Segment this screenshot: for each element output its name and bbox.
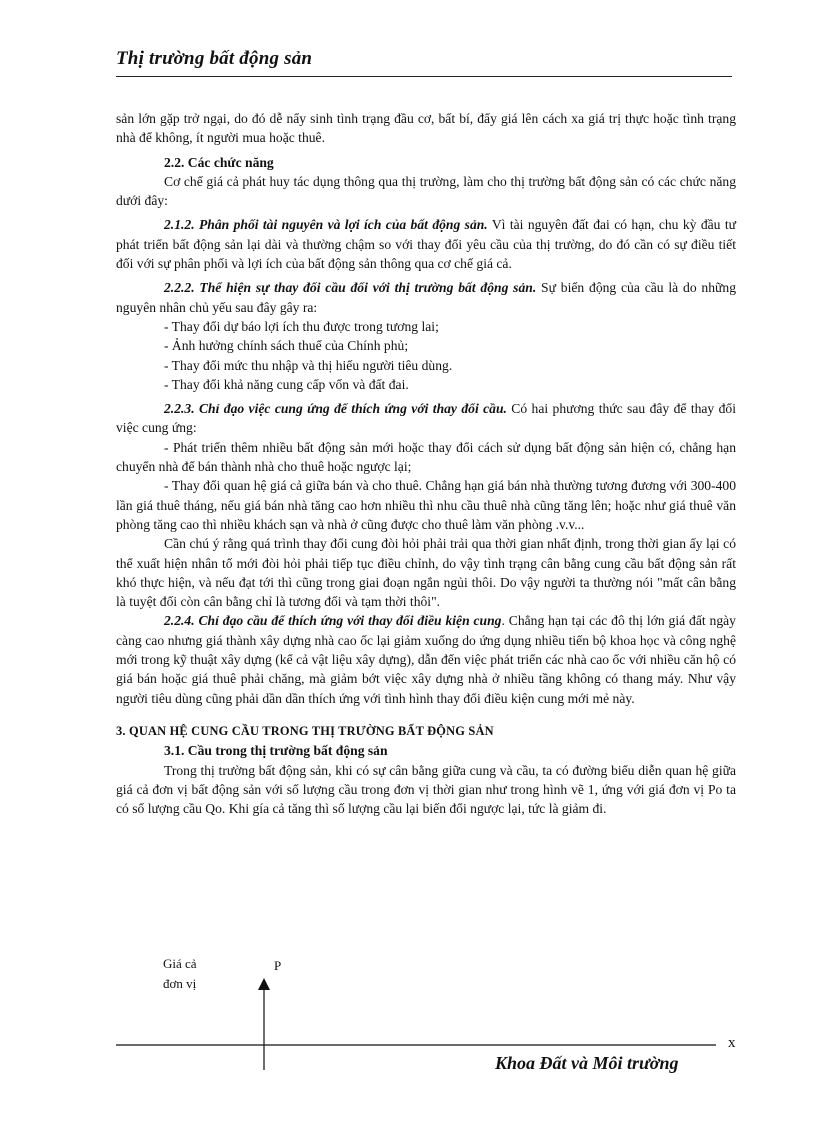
- section-2-2-paragraph: Cơ chế giá cả phát huy tác dụng thông qua thị trường, làm cho thị trường bất động sản có các chức năng dưới đây:: [116, 173, 736, 209]
- section-2-2-3-note: Cần chú ý rằng quá trình thay đổi cung đòi hỏi phải trải qua thời gian nhất định, trong thời gian ấy lại có thể xuất hiện nhân tố mới đòi hỏi phải tiếp tục điều chỉnh, do vậy tình trạng cân bằng cung cầu bất động sản rất khó thực hiện, và nếu đạt tới thì cũng trong giai đoạn ngắn ngủi thôi. Do vậy người ta thường nói "mất cân bằng là tuyệt đối còn cân bằng chỉ là tương đối và tạm thời thôi".: [116, 536, 736, 610]
- p-axis-label: P: [274, 958, 282, 973]
- section-2-2-1-heading: 2.1.2. Phân phối tài nguyên và lợi ích của bất động sản.: [164, 217, 488, 233]
- document-body: [116, 109, 736, 818]
- section-2-2-heading: 2.2. Các chức năng: [164, 154, 274, 170]
- section-3-heading: 3. QUAN HỆ CUNG CẦU TRONG THỊ TRƯỜNG BẤT ĐỘNG SẢN: [116, 723, 494, 738]
- y-axis-label: Giá cả đơn vị: [163, 956, 197, 991]
- section-2-2-3-heading: 2.2.3. Chỉ đạo việc cung ứng để thích ứng với thay đổi cầu.: [164, 401, 507, 417]
- section-2-2-3-item-b: - Thay đổi quan hệ giá cả giữa bán và cho thuê. Chẳng hạn giá bán nhà thường tương đương với 300-400 lần giá thuê tháng, nếu giá bán nhà tăng cao hơn nhiều thì nhu cầu thuê nhà cũng tăng lên; hoặc như giá thuê văn phòng tăng cao thì nhiều khách sạn và nhà ở cũng được cho thuê làm văn phòng .v.v...: [116, 478, 736, 532]
- section-3-1-heading: 3.1. Cầu trong thị trường bất động sản: [164, 743, 388, 759]
- bullet-item: - Thay đổi khả năng cung cấp vốn và đất đai.: [164, 376, 409, 392]
- bullet-item: - Ảnh hưởng chính sách thuế của Chính phủ;: [164, 338, 409, 354]
- section-2-2-3-paragraph: 2.2.3. Chỉ đạo việc cung ứng để thích ứng với thay đổi cầu. Có hai phương thức sau đây để thay đổi việc cung ứng:: [116, 401, 736, 436]
- axes-diagram: [116, 950, 756, 1070]
- demand-curve-figure: [116, 950, 756, 1070]
- section-2-2-4-heading: 2.2.4. Chỉ đạo cầu để thích ứng với thay đổi điều kiện cung: [164, 613, 502, 629]
- bullet-item: - Thay đổi mức thu nhập và thị hiếu người tiêu dùng.: [164, 357, 453, 373]
- section-2-2-4-paragraph: 2.2.4. Chỉ đạo cầu để thích ứng với thay đổi điều kiện cung. Chẳng hạn tại các đô thị lớn giá đất ngày càng cao nhưng giá thành xây dựng nhà cao ốc lại giảm xuống do ứng dụng nhiều tiến bộ khoa học và công nghệ mới trong kỹ thuật xây dựng (kể cả vật liệu xây dựng), dẫn đến việc phát triển các nhà cao ốc với nhiều căn hộ có giá bán hoặc giá thuê phải chăng, mà giảm bớt việc xây dựng nhà ở nhiều tầng không có thang máy. Như vậy người tiêu dùng cũng phải dần dần thích ứng với tình hình thay đổi điều kiện cung mới mẻ này.: [116, 613, 736, 706]
- section-3-1-paragraph: Trong thị trường bất động sản, khi có sự cân bằng giữa cung và cầu, ta có đường biểu diễn quan hệ giữa giá cả đơn vị bất động sản với số lượng cầu trong đơn vị thời gian như trong hình vẽ 1, ứng với giá đơn vị Po ta có số lượng cầu Qo. Khi gía cả tăng thì số lượng cầu lại biến đổi ngược lại, tức là giảm đi.: [116, 762, 736, 817]
- page-header-title: Thị trường bất động sản: [116, 48, 313, 69]
- section-2-2-2-heading: 2.2.2. Thể hiện sự thay đổi cầu đối với thị trường bất động sản.: [164, 280, 537, 296]
- section-2-2-2-paragraph: 2.2.2. Thể hiện sự thay đổi cầu đối với thị trường bất động sản. Sự biến động của cầu là do những nguyên nhân chủ yếu sau đây gây ra:: [116, 280, 736, 315]
- header-divider: [116, 76, 732, 77]
- section-2-2-1-paragraph: 2.1.2. Phân phối tài nguyên và lợi ích của bất động sản. Vì tài nguyên đất đai có hạn, chu kỳ đầu tư phát triển bất động sản lại dài và thường chậm so với thay đổi yêu cầu của thị trường, do đó cần có sự điều tiết đối với sự phân phối và lợi ích của bất động sản thông qua cơ chế giá cả.: [116, 217, 737, 272]
- intro-paragraph: sản lớn gặp trở ngại, do đó dễ nẩy sinh tình trạng đầu cơ, bất bí, đẩy giá lên cách xa giá trị thực hoặc tình trạng nhà để không, ít người mua hoặc thuê.: [116, 111, 736, 146]
- section-2-2-3-item-a: - Phát triển thêm nhiều bất động sản mới hoặc thay đổi cách sử dụng bất động sản hiện có, chẳng hạn chuyển nhà để bán thành nhà cho thuê hoặc ngược lại;: [116, 439, 736, 475]
- bullet-item: - Thay đổi dự báo lợi ích thu được trong tương lai;: [164, 318, 439, 334]
- x-axis-label: x: [728, 1035, 736, 1051]
- footer-faculty: Khoa Đất và Môi trường: [495, 1053, 679, 1073]
